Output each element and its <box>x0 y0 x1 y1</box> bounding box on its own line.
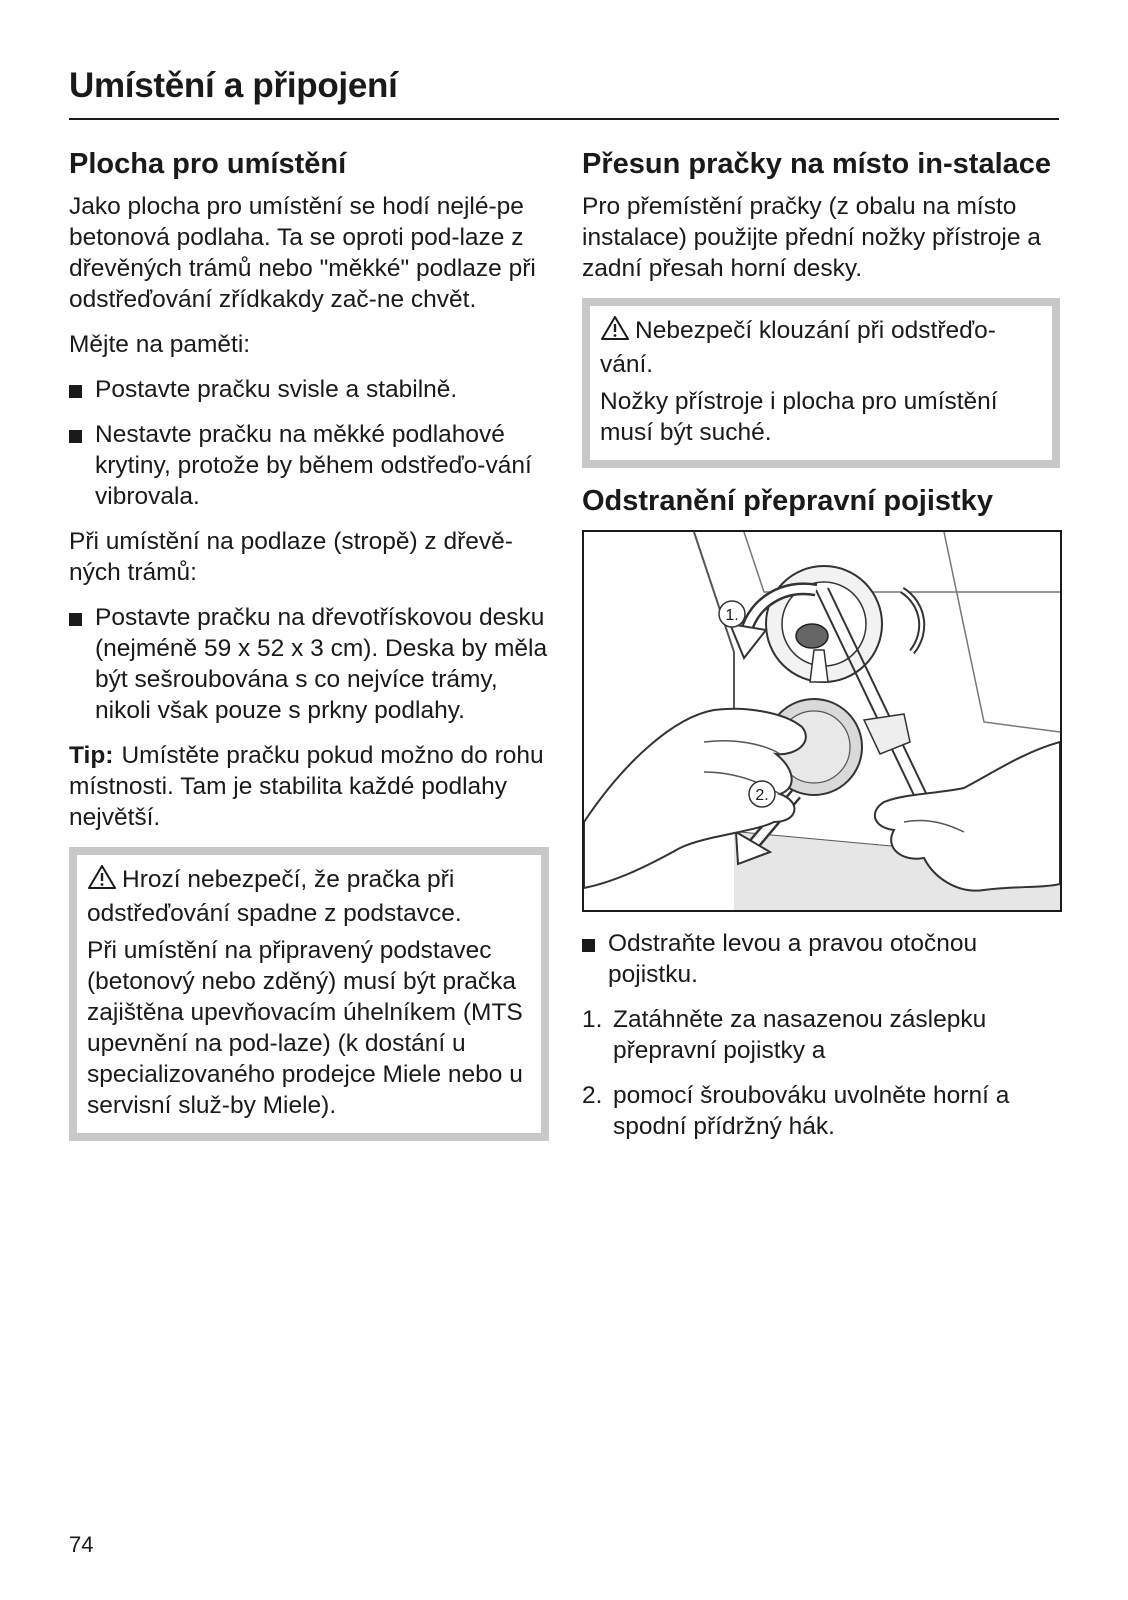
section-heading-moving: Přesun pračky na místo in-stalace <box>582 148 1052 180</box>
tip-label: Tip: <box>69 742 114 769</box>
bullet-square-icon <box>582 939 595 952</box>
page-number: 74 <box>69 1532 94 1557</box>
wood-floor-intro: Při umístění na podlaze (stropě) z dřevě-ných trámů: <box>69 528 513 586</box>
warning-text-line1: Nebezpečí klouzání při odstřeďo-vání. <box>600 317 996 378</box>
list-item-text: Postavte pračku svisle a stabilně. <box>95 376 458 403</box>
step-text: Zatáhněte za nasazenou záslepku přepravní pojistky a <box>613 1006 987 1064</box>
list-item <box>69 419 549 512</box>
numbered-step <box>582 1004 1060 1066</box>
numbered-step <box>582 1080 1060 1142</box>
bullet-square-icon <box>69 613 82 626</box>
warning-text-line2: Při umístění na připravený podstavec (betonový nebo zděný) musí být pračka zajištěna upevňovacím úhelníkem (MTS upevnění na pod-laze) (k dostání u specializovaného prodejce Miele nebo u servisní služ-by Miele). <box>87 937 523 1119</box>
moving-intro: Pro přemístění pračky (z obalu na místo instalace) použijte přední nožky přístroje a zadní přesah horní desky. <box>582 193 1041 282</box>
warning-box-slip <box>582 298 1060 468</box>
warning-text-line1: Hrozí nebezpečí, že pračka při odstřeďování spadne z podstavce. <box>87 866 462 927</box>
step-text: pomocí šroubováku uvolněte horní a spodní přídržný hák. <box>613 1082 1010 1140</box>
list-item-text: Postavte pračku na dřevotřískovou desku (nejméně 59 x 52 x 3 cm). Deska by měla být sešroubována s co nejvíce trámy, nikoli však pouze s prkny podlahy. <box>95 604 548 724</box>
warning-box-fall <box>69 847 549 1141</box>
note-label: Mějte na paměti: <box>69 331 251 358</box>
list-item-text: Nestavte pračku na měkké podlahové krytiny, protože by během odstřeďo-vání vibrovala. <box>95 421 532 510</box>
warning-text-line2: Nožky přístroje i plocha pro umístění musí být suché. <box>600 388 998 446</box>
warning-triangle-icon <box>87 864 117 898</box>
step-number: 1. <box>582 1006 603 1033</box>
section-heading-placement-surface: Plocha pro umístění <box>69 148 347 180</box>
step-1-label: 1. <box>725 607 739 624</box>
right-column <box>582 145 1060 1156</box>
illustration-svg <box>584 532 1060 910</box>
list-item <box>582 928 1060 990</box>
tip-paragraph <box>69 740 549 833</box>
tip-text: Umístěte pračku pokud možno do rohu místnosti. Tam je stabilita každé podlahy největší. <box>69 742 544 831</box>
list-item-text: Odstraňte levou a pravou otočnou pojistku. <box>608 930 978 988</box>
list-item <box>69 602 549 726</box>
transport-lock-illustration <box>582 530 1062 912</box>
list-item <box>69 374 549 405</box>
title-rule <box>69 118 1059 120</box>
bullet-square-icon <box>69 430 82 443</box>
left-column <box>69 145 549 1155</box>
page-title: Umístění a připojení <box>69 66 398 105</box>
step-2-label: 2. <box>755 787 769 804</box>
section-heading-transport-lock: Odstranění přepravní pojistky <box>582 485 993 517</box>
step-number: 2. <box>582 1082 603 1109</box>
bullet-square-icon <box>69 385 82 398</box>
warning-triangle-icon <box>600 315 630 349</box>
placement-intro: Jako plocha pro umístění se hodí nejlé-pe betonová podlaha. Ta se oproti pod-laze z dřevěných trámů nebo "měkké" podlaze při odstřeďování zřídkakdy zač-ne chvět. <box>69 193 536 313</box>
